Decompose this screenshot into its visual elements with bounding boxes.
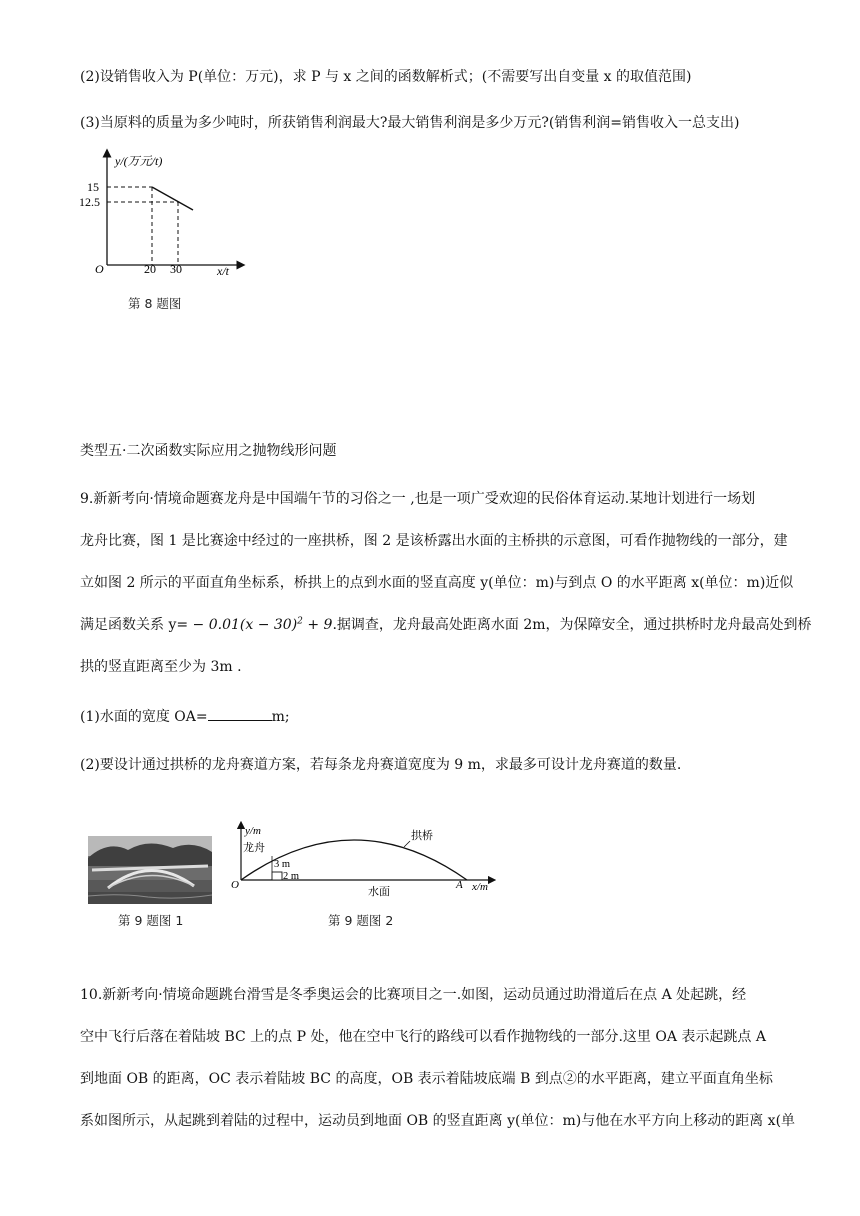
answer-blank	[208, 707, 272, 721]
fig2-point-a: A	[456, 879, 463, 891]
water-label: 水面	[368, 886, 390, 898]
q9-line4-post: .据调查，龙舟最高处距离水面 2m，为保障安全，通过拱桥时龙舟最高处到桥	[332, 617, 812, 633]
q9-formula	[193, 617, 333, 633]
q9-line3: 立如图 2 所示的平面直角坐标系，桥拱上的点到水面的竖直高度 y(单位：m)与到点 O 的水平距离 x(单位：m)近似	[80, 575, 794, 591]
q9-fig2-caption: 第 9 题图 2	[328, 913, 394, 928]
boat-rect	[272, 872, 282, 880]
q9-line1: 9.新新考向·情境命题赛龙舟是中国端午节的习俗之一 ,也是一项广受欢迎的民俗体育运动.某地计划进行一场划	[80, 491, 756, 507]
origin-label: O	[95, 262, 104, 276]
tick-y-15: 15	[87, 180, 99, 194]
q8-part2: (2)设销售收入为 P(单位：万元)，求 P 与 x 之间的函数解析式；(不需要写出自变量 x 的取值范围)	[80, 69, 692, 85]
section-title: 类型五·二次函数实际应用之抛物线形问题	[80, 443, 337, 459]
y-axis-label: y/(万元/t)	[115, 154, 163, 168]
q10-line4: 系如图所示，从起跳到着陆的过程中，运动员到地面 OB 的竖直距离 y(单位：m)与他在水平方向上移动的距离 x(单	[80, 1113, 796, 1129]
q9-line5: 拱的竖直距离至少为 3m .	[80, 659, 242, 675]
q9-line4	[80, 614, 812, 634]
boat-label: 龙舟	[243, 842, 265, 854]
fig2-origin: O	[231, 879, 239, 891]
q9-fig1-caption: 第 9 题图 1	[118, 913, 184, 928]
price-line	[152, 187, 193, 210]
q9-part1-pre: (1)水面的宽度 OA=	[80, 709, 208, 725]
tick-x-30: 30	[170, 262, 182, 276]
arch-leader	[404, 841, 410, 847]
q9-line2: 龙舟比赛，图 1 是比赛途中经过的一座拱桥，图 2 是该桥露出水面的主桥拱的示意图，可看作抛物线的一部分，建	[80, 533, 788, 549]
q10-line2: 空中飞行后落在着陆坡 BC 上的点 P 处，他在空中飞行的路线可以看作抛物线的一部分.这里 OA 表示起跳点 A	[80, 1029, 766, 1045]
x-axis-label: x/t	[217, 264, 229, 278]
q9-line4-pre: 满足函数关系 y=	[80, 617, 189, 633]
arch-diagram	[228, 822, 496, 900]
bridge-photo	[88, 836, 212, 904]
gap-label: 3 m	[274, 859, 291, 870]
formula-body: − 0.01(x − 30)	[192, 617, 298, 633]
q9-part2: (2)要设计通过拱桥的龙舟赛道方案，若每条龙舟赛道宽度为 9 m，求最多可设计龙舟赛道的数量.	[80, 757, 682, 773]
q9-part1	[80, 706, 290, 726]
boat-height-label: 2 m	[283, 871, 300, 882]
q9-part1-post: m;	[271, 709, 290, 725]
q8-graph	[79, 145, 250, 280]
formula-exponent: 2	[297, 616, 303, 627]
q8-part3: (3)当原料的质量为多少吨时，所获销售利润最大?最大销售利润是多少万元?(销售利润=销售收入一总支出)	[80, 115, 740, 131]
fig2-y-label: y/m	[245, 825, 261, 837]
q8-caption: 第 8 题图	[128, 296, 182, 311]
tick-y-12-5: 12.5	[79, 195, 100, 209]
formula-end: + 9	[302, 617, 333, 633]
q10-line3: 到地面 OB 的距离，OC 表示着陆坡 BC 的高度，OB 表示着陆坡底端 B 到点②的水平距离，建立平面直角坐标	[80, 1071, 773, 1087]
arch-label: 拱桥	[411, 830, 433, 842]
tick-x-20: 20	[144, 262, 156, 276]
fig2-x-label: x/m	[472, 881, 488, 893]
q10-line1: 10.新新考向·情境命题跳台滑雪是冬季奥运会的比赛项目之一.如图，运动员通过助滑道后在点 A 处起跳，经	[80, 987, 747, 1003]
